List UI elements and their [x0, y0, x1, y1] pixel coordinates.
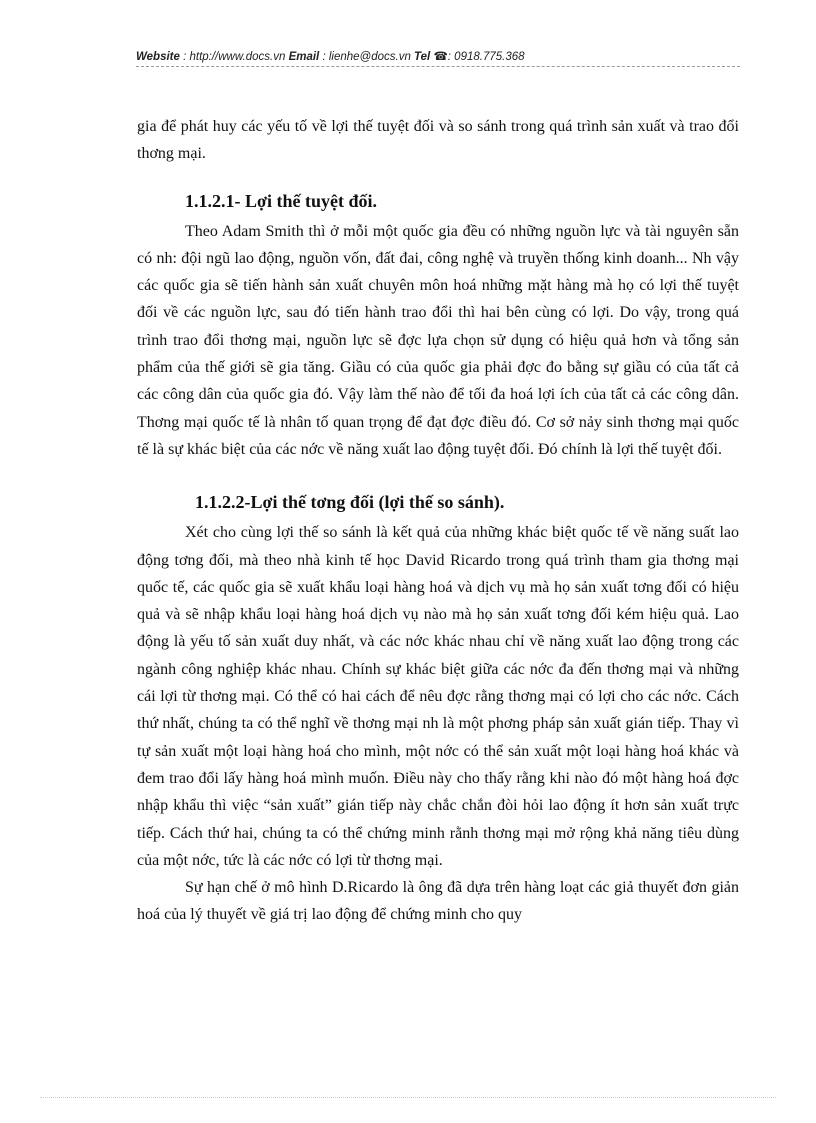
email-value[interactable]: : lienhe@docs.vn [322, 51, 411, 63]
header-divider [136, 66, 740, 67]
page-header [136, 49, 740, 63]
tel-label: Tel [414, 51, 431, 63]
absolute-advantage-paragraph: Theo Adam Smith thì ở mỗi một quốc gia đều có những nguồn lực và tài nguyên sẵn có nh: đội ngũ lao động, nguồn vốn, đất đai, công nghệ và truyền thống kinh doanh... Nh vậy các quốc gia sẽ tiến hành sản xuất chuyên môn hoá những mặt hàng mà họ có lợi thế tuyệt đối về các nguồn lực, sau đó tiến hành trao đổi thì hai bên cùng có lợi. Do vậy, trong quá trình trao đổi thơng mại, nguồn lực sẽ đợc lựa chọn sử dụng có hiệu quả hơn và tổng sản phẩm của thế giới sẽ gia tăng. Giầu có của quốc gia phải đợc đo bằng sự giầu có của tất cả các công dân của quốc gia đó. Vậy làm thế nào để tối đa hoá lợi ích của tất cả các công dân. Thơng mại quốc tế là nhân tố quan trọng để đạt đợc điều đó. Cơ sở nảy sinh thơng mại quốc tế là sự khác biệt của các nớc về năng xuất lao động tuyệt đối. Đó chính là lợi thế tuyệt đối. [137, 222, 739, 458]
footer-divider [40, 1097, 776, 1098]
website-label: Website [136, 51, 180, 63]
intro-paragraph: gia để phát huy các yếu tố về lợi thế tuyệt đối và so sánh trong quá trình sản xuất và trao đổi thơng mại. [137, 118, 739, 163]
ricardo-limitation-paragraph: Sự hạn chế ở mô hình D.Ricardo là ông đã dựa trên hàng loạt các giả thuyết đơn giản hoá của lý thuyết về giá trị lao động để chứng minh cho quy [137, 879, 739, 924]
section-heading-comparative-advantage: 1.1.2.2-Lợi thế tơng đối (lợi thế so sánh). [195, 492, 505, 513]
document-body [137, 113, 739, 929]
tel-value: : 0918.775.368 [447, 51, 525, 63]
phone-icon: ☎ [433, 51, 448, 63]
comparative-advantage-paragraph: Xét cho cùng lợi thế so sánh là kết quả của những khác biệt quốc tế về năng suất lao động tơng đối, mà theo nhà kinh tế học David Ricardo trong quá trình tham gia thơng mại quốc tế, các quốc gia sẽ xuất khẩu loại hàng hoá và dịch vụ mà họ sản xuất tơng đối có hiệu quả và sẽ nhập khẩu loại hàng hoá dịch vụ nào mà họ sản xuất tơng đối kém hiệu quả. Lao động là yếu tố sản xuất duy nhất, và các nớc khác nhau chỉ về năng xuất lao động trong các ngành công nghiệp khác nhau. Chính sự khác biệt giữa các nớc đa đến thơng mại và những cái lợi từ thơng mại. Có thể có hai cách để nêu đợc rằng thơng mại có lợi cho các nớc. Cách thứ nhất, chúng ta có thể nghĩ về thơng mại nh là một phơng pháp sản xuất gián tiếp. Thay vì tự sản xuất một loại hàng hoá cho mình, một nớc có thể sản xuất một loại hàng hoá khác và đem trao đổi lấy hàng hoá mình muốn. Điều này cho thấy rằng khi nào đó một hàng hoá đợc nhập khẩu thì việc “sản xuất” gián tiếp này chắc chắn đòi hỏi lao động ít hơn sản xuất trực tiếp. Cách thứ hai, chúng ta có thể chứng minh rằnh thơng mại mở rộng khả năng tiêu dùng của một nớc, tức là các nớc có lợi từ thơng mại. [137, 524, 739, 869]
section-heading-absolute-advantage: 1.1.2.1- Lợi thế tuyệt đối. [185, 190, 377, 211]
website-url[interactable]: : http://www.docs.vn [183, 51, 286, 63]
email-label: Email [288, 51, 320, 63]
